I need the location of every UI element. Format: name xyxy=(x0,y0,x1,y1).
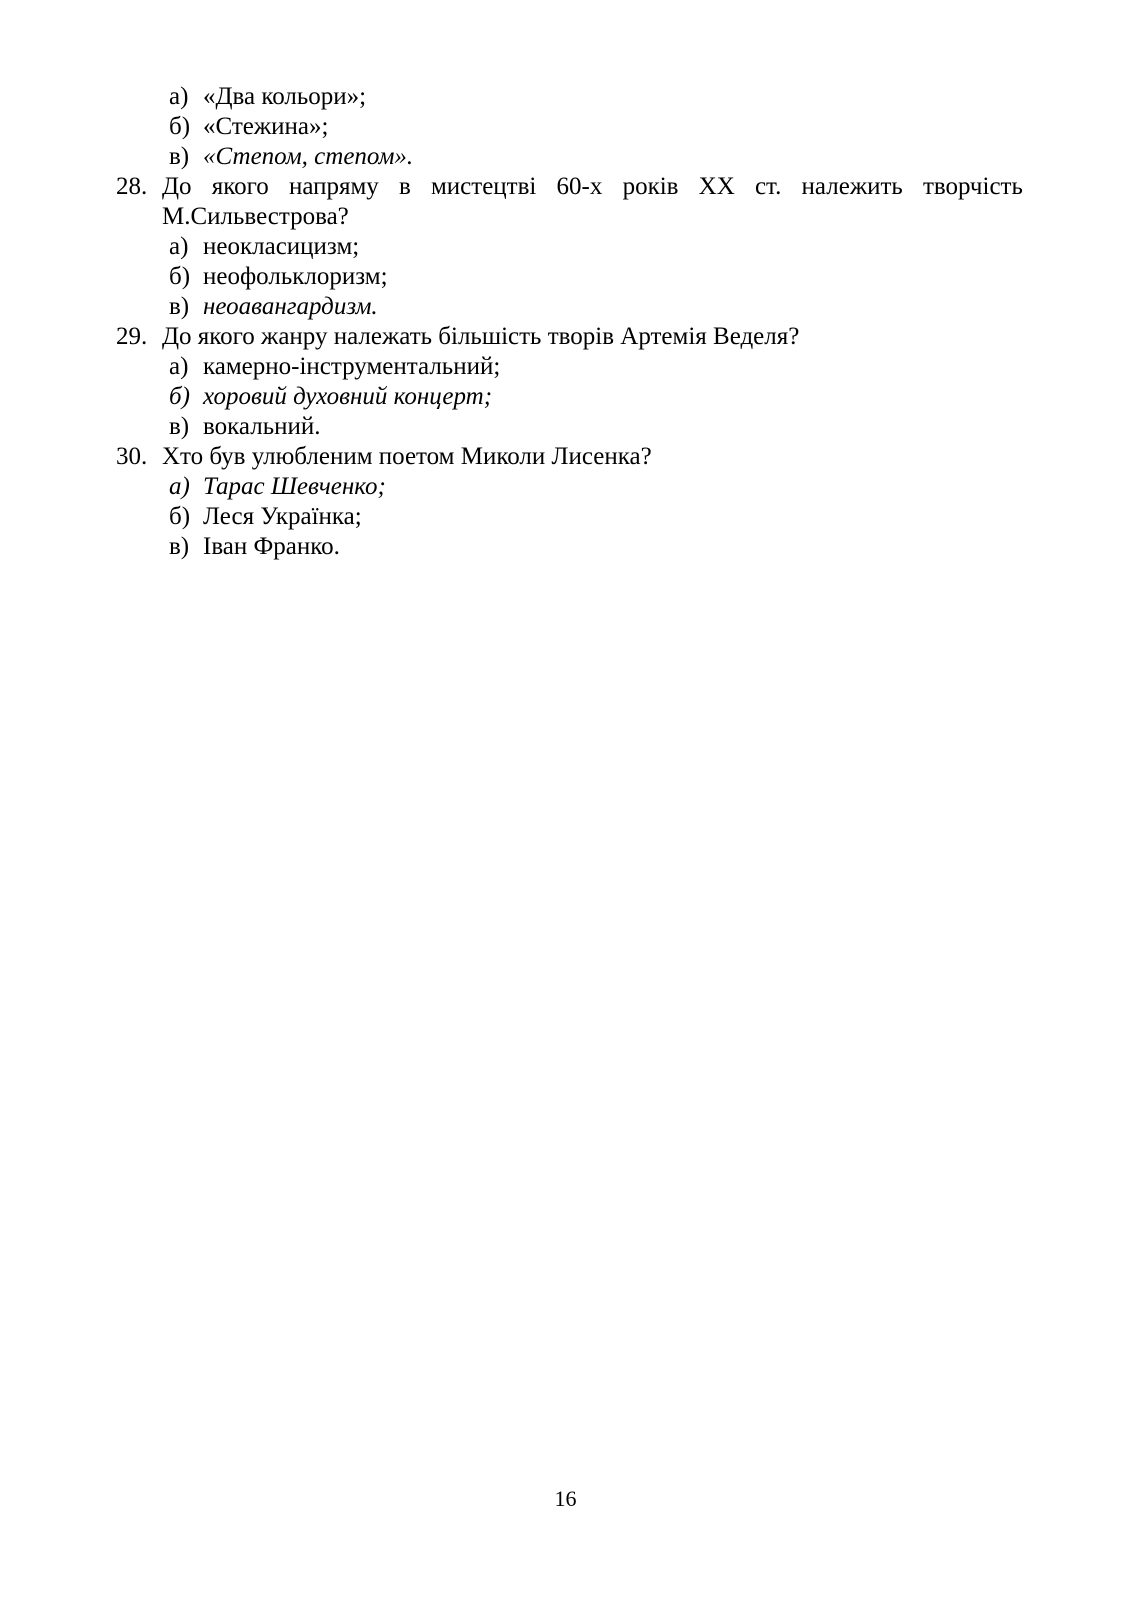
option-marker: а) xyxy=(169,473,190,500)
option-marker: а) xyxy=(169,83,189,110)
option-marker: б) xyxy=(169,503,191,530)
page-number: 16 xyxy=(554,1486,577,1511)
q29-option-c xyxy=(116,412,1023,442)
question-word: мистецтві xyxy=(430,173,537,200)
question-word: 60-х xyxy=(556,173,603,200)
option-text: «Степом, степом». xyxy=(203,143,414,170)
prev-option-b xyxy=(116,112,1023,142)
q29-option-b xyxy=(116,382,1023,412)
option-text: «Стежина»; xyxy=(203,113,329,140)
question-28-line-1 xyxy=(116,172,1023,202)
option-marker: в) xyxy=(169,413,190,440)
option-text: неокласицизм; xyxy=(203,233,360,260)
question-30 xyxy=(116,442,1023,472)
option-marker: б) xyxy=(169,263,191,290)
question-number: 30. xyxy=(116,443,148,470)
option-text: Тарас Шевченко; xyxy=(203,473,386,500)
option-marker: в) xyxy=(169,533,190,560)
option-text: камерно-інструментальний; xyxy=(203,353,501,380)
page-content xyxy=(116,82,1023,562)
q30-option-c xyxy=(116,532,1023,562)
question-number: 29. xyxy=(116,323,148,350)
option-text: вокальний. xyxy=(203,413,321,440)
option-text: Іван Франко. xyxy=(203,533,340,560)
option-text: неофольклоризм; xyxy=(203,263,388,290)
q30-option-a xyxy=(116,472,1023,502)
question-word: років xyxy=(622,173,679,200)
option-marker: а) xyxy=(169,233,189,260)
question-text: М.Сильвестрова? xyxy=(162,203,349,230)
q28-option-b xyxy=(116,262,1023,292)
q28-option-a xyxy=(116,232,1023,262)
question-word: До xyxy=(162,173,192,200)
q30-option-b xyxy=(116,502,1023,532)
question-28-line-2 xyxy=(116,202,1023,232)
question-number: 28. xyxy=(116,173,148,200)
option-marker: б) xyxy=(169,383,190,410)
question-text: Хто був улюбленим поетом Миколи Лисенка? xyxy=(162,443,652,470)
question-word: в xyxy=(398,173,411,200)
option-marker: в) xyxy=(169,293,190,320)
question-word: XX xyxy=(698,173,735,200)
question-word: творчість xyxy=(922,173,1023,200)
q28-option-c xyxy=(116,292,1023,322)
prev-option-a xyxy=(116,82,1023,112)
q29-option-a xyxy=(116,352,1023,382)
option-text: хоровий духовний концерт; xyxy=(203,383,493,410)
question-word: ст. xyxy=(754,173,782,200)
question-word: напряму xyxy=(288,173,379,200)
option-text: неоавангардизм. xyxy=(203,293,378,320)
question-text: До якого жанру належать більшість творів Артемія Веделя? xyxy=(162,323,800,350)
question-29 xyxy=(116,322,1023,352)
option-text: «Два кольори»; xyxy=(203,83,367,110)
option-marker: в) xyxy=(169,143,190,170)
option-marker: б) xyxy=(169,113,191,140)
option-marker: а) xyxy=(169,353,189,380)
question-word: належить xyxy=(801,173,903,200)
question-word: якого xyxy=(211,173,269,200)
option-text: Леся Українка; xyxy=(203,503,362,530)
prev-option-c xyxy=(116,142,1023,172)
